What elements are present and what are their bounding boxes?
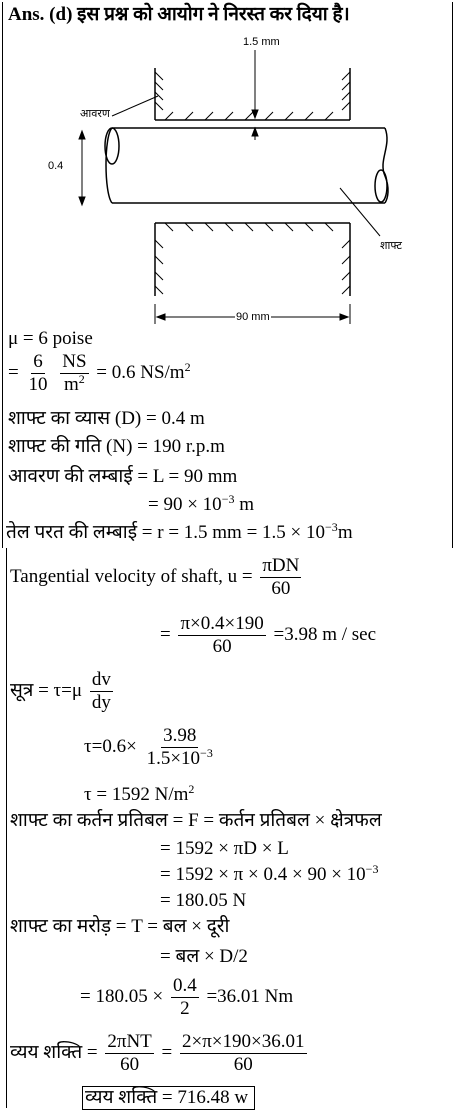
gap-arrows bbox=[252, 50, 258, 140]
shaft-casing-figure bbox=[0, 28, 454, 328]
length-label: 90 mm bbox=[236, 311, 270, 323]
tangential-velocity-line: Tangential velocity of shaft, u = $\frac{\text{πDN}}{60}$ bbox=[10, 555, 300, 599]
torque-line-3: = 180.05 × $\frac{0.4}{2}$ =36.01 Nm bbox=[80, 975, 294, 1019]
bottom-casing bbox=[155, 223, 350, 296]
diameter-arrow bbox=[79, 131, 85, 205]
bottom-panel-border bbox=[6, 548, 7, 1108]
top-casing-hatch bbox=[155, 72, 350, 120]
shear-stress-result: τ = 1592 $N/m^2$ bbox=[84, 782, 195, 805]
diameter-label: 0.4 bbox=[48, 160, 64, 172]
torque-line-1: शाफ्ट का मरोड़ = T = बल × दूरी bbox=[10, 916, 230, 937]
shaft-label: शाफ्ट bbox=[380, 240, 402, 252]
bottom-casing-hatch bbox=[155, 223, 350, 294]
power-line: व्यय शक्ति = $\frac{\text{2πNT}}{60}$ = $\frac{2\times\pi\times 190\times 36.01}{60}$ bbox=[10, 1031, 305, 1075]
viscosity-line: μ = 6 poise bbox=[8, 328, 93, 349]
shaft bbox=[105, 128, 388, 203]
conversion-line: = $\frac{6}{10}$ $\frac{NS}{m^2}$ = 0.6 $NS/m^2$ bbox=[8, 351, 191, 395]
casing-pointer bbox=[112, 96, 158, 116]
shear-stress-calc-line: τ=0.6× $\frac{3.98}{1.5\times 10^{-3}}$ bbox=[84, 725, 213, 769]
torque-line-2: = बल × D/2 bbox=[160, 946, 248, 967]
force-line-4: = 180.05 N bbox=[160, 890, 247, 911]
diameter-line: शाफ्ट का व्यास (D) = 0.4 m bbox=[8, 408, 205, 429]
force-line-2: = 1592 × πD × L bbox=[160, 838, 289, 859]
formula-line: सूत्र = τ=μ $\frac{dv}{dy}$ bbox=[10, 669, 111, 713]
answer-heading: Ans. (d) इस प्रश्न को आयोग ने निरस्त कर दिया है। bbox=[8, 4, 350, 25]
shaft-pointer bbox=[340, 188, 380, 236]
force-line-3: = $1592 \times \pi \times 0.4 \times 90 \times 10^{-3}$ bbox=[160, 862, 379, 885]
length-line: आवरण की लम्बाई = L = 90 mm bbox=[8, 466, 238, 487]
velocity-calc-line: = $\frac{\pi\times 0.4\times 190}{60}$ =3.98 m / sec bbox=[160, 613, 377, 657]
force-line-1: शाफ्ट का कर्तन प्रतिबल = F = कर्तन प्रतिबल × क्षेत्रफल bbox=[10, 810, 382, 831]
casing-label: आवरण bbox=[80, 108, 110, 120]
length-conversion-line: = $90 \times 10^{-3}$ m bbox=[148, 492, 254, 515]
power-result-box: व्यय शक्ति = 716.48 w bbox=[82, 1086, 255, 1110]
gap-label: 1.5 mm bbox=[243, 36, 280, 48]
speed-line: शाफ्ट की गति (N) = 190 r.p.m bbox=[8, 436, 225, 457]
film-line: तेल परत की लम्बाई = r = 1.5 mm = $1.5 \times 10^{-3}m$ bbox=[6, 520, 353, 543]
